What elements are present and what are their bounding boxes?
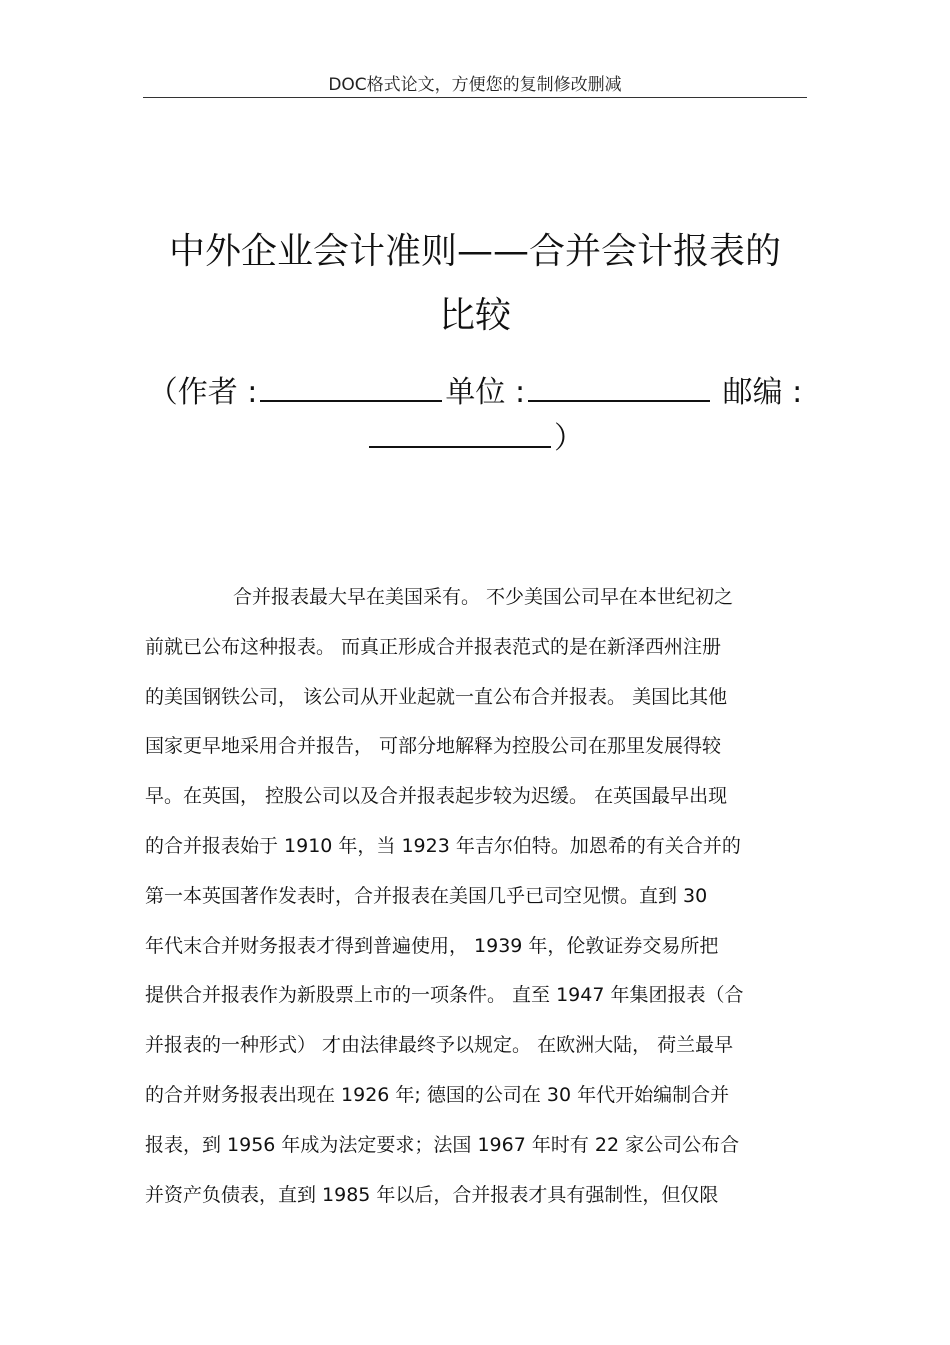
body-line: 早。在英国， 控股公司以及合并报表起步较为迟缓。 在英国最早出现	[145, 785, 728, 808]
body-line: 并资产负债表，直到 1985 年以后，合并报表才具有强制性，但仅限	[145, 1183, 719, 1206]
unit-blank	[528, 370, 710, 402]
title-line-1: 中外企业会计准则——合并会计报表的	[168, 231, 781, 272]
body-line: 合并报表最大早在美国采有。 不少美国公司早在本世纪初之	[233, 586, 734, 608]
author-info-row-1	[100, 370, 850, 416]
closing-paren: ）	[554, 421, 584, 456]
unit-label: 单位 :	[445, 375, 526, 410]
body-line: 年代末合并财务报表才得到普遍使用， 1939 年，伦敦证券交易所把	[145, 934, 719, 957]
document-title	[100, 220, 850, 348]
page-header: DOC格式论文，方便您的复制修改删减	[328, 75, 622, 95]
postcode-label: 邮编 :	[713, 375, 803, 410]
body-line: 的合并报表始于 1910 年，当 1923 年吉尔伯特。加恩希的有关合并的	[145, 834, 741, 857]
header-rule	[143, 97, 807, 98]
body-line: 国家更早地采用合并报告， 可部分地解释为控股公司在那里发展得较	[145, 735, 722, 758]
body-line: 并报表的一种形式） 才由法律最终予以规定。 在欧洲大陆， 荷兰最早	[145, 1034, 734, 1057]
body-paragraph	[145, 573, 810, 1220]
author-label: （作者 :	[147, 375, 258, 410]
body-line: 提供合并报表作为新股票上市的一项条件。 直至 1947 年集团报表（合	[145, 984, 744, 1007]
author-info	[100, 370, 850, 462]
postcode-blank	[369, 416, 551, 448]
body-line: 第一本英国著作发表时，合并报表在美国几乎已司空见惯。直到 30	[145, 884, 708, 907]
body-line: 前就已公布这种报表。 而真正形成合并报表范式的是在新泽西州注册	[145, 635, 722, 658]
body-line: 报表，到 1956 年成为法定要求；法国 1967 年时有 22 家公司公布合	[145, 1133, 740, 1156]
author-info-row-2	[100, 416, 850, 462]
author-blank	[260, 370, 442, 402]
body-line: 的美国钢铁公司， 该公司从开业起就一直公布合并报表。 美国比其他	[145, 685, 728, 708]
body-line: 的合并财务报表出现在 1926 年; 德国的公司在 30 年代开始编制合并	[145, 1083, 730, 1106]
title-line-2: 比较	[438, 295, 511, 336]
